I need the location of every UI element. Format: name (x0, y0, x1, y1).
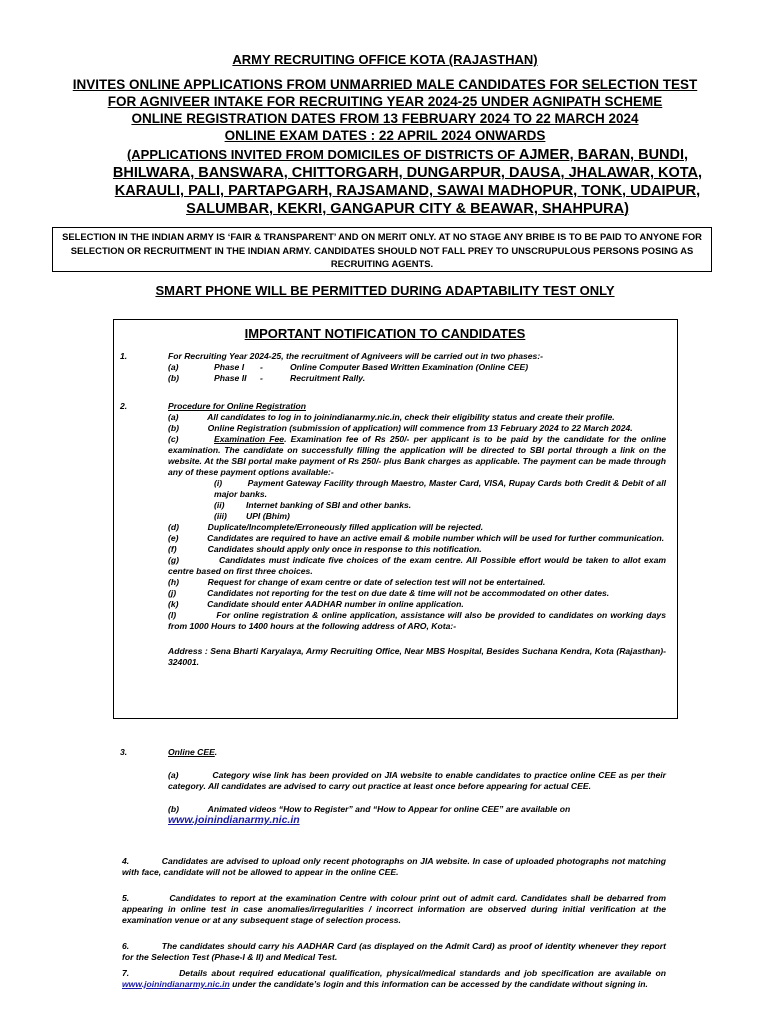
para-3-b: (b) Animated videos “How to Register” and “How to Appear for online CEE” are available on (168, 804, 571, 814)
phase-1-dash: - (260, 362, 263, 372)
phase-1-name: Phase I (214, 362, 245, 372)
aro-address: Address : Sena Bharti Karyalaya, Army Recruiting Office, Near MBS Hospital, Besides Suchana Kendra, Kota (Rajasthan)- 324001. (168, 646, 666, 667)
para-1-number: 1. (120, 351, 128, 361)
para-3-heading: Online CEE (168, 747, 215, 757)
para-2-h: (h) Request for change of exam centre or date of selection test will not be entertained. (168, 577, 546, 587)
phase-2-label: (b) (168, 373, 179, 383)
districts-suffix: ) (624, 201, 629, 217)
phase-1-label: (a) (168, 362, 179, 372)
para-2-c-text: . Examination fee of Rs 250/- per applicant is to be paid by the candidate for the online examination. The candidate on successfully filling the application will be directed to SBI portal through a link on the website. At the SBI portal make payment of Rs 250/- plus Bank charges as applicable. The payment can be made through any of these payment options available:- (168, 434, 666, 477)
para-2-c-label: (c) (168, 434, 179, 444)
invitation-heading (60, 76, 710, 144)
smartphone-notice: SMART PHONE WILL BE PERMITTED DURING ADAPTABILITY TEST ONLY (155, 283, 615, 298)
para-3-heading-row (168, 747, 666, 758)
para-2-k: (k) Candidate should enter AADHAR number in online application. (168, 599, 464, 609)
phase-1-row (168, 362, 668, 373)
exam-dates-line: ONLINE EXAM DATES : 22 APRIL 2024 ONWARDS (224, 128, 546, 143)
anti-bribe-warning-text: SELECTION IN THE INDIAN ARMY IS ‘FAIR & TRANSPARENT’ AND ON MERIT ONLY. AT NO STAGE ANY BRIBE IS TO BE PAID TO ANYONE FOR SELECTION OR RECRUITMENT IN THE INDIAN ARMY. CANDIDATES SHOULD NOT FALL PREY TO UNSCRUPULOUS PERSONS POSING AS RECRUITING AGENTS. (62, 231, 702, 269)
para-7-text-end: under the candidate’s login and this information can be accessed by the candidate without signing in. (229, 979, 648, 989)
para-2-a: (a) All candidates to log in to joinindianarmy.nic.in, check their eligibility status and create their profile. (168, 412, 615, 422)
anti-bribe-warning-box (52, 227, 712, 272)
para-5: 5. Candidates to report at the examination Centre with colour print out of admit card. Candidates shall be debarred from appearing in online test in case anomalies/irregularities / incorrect information are observed during initial verification at the examination venue or at any subsequent stage of selection process. (122, 893, 666, 925)
districts-heading (90, 146, 725, 218)
para-7 (122, 968, 666, 990)
registration-dates-line: ONLINE REGISTRATION DATES FROM 13 FEBRUARY 2024 TO 22 MARCH 2024 (131, 111, 639, 126)
para-2-j: (j) Candidates not reporting for the test on due date & time will not be accommodated on other dates. (168, 588, 610, 598)
para-2-c-heading: Examination Fee (214, 434, 285, 444)
para-7-text: 7. Details about required educational qualification, physical/medical standards and job specification are available on (122, 968, 666, 978)
districts-prefix: (APPLICATIONS INVITED FROM DOMICILES OF DISTRICTS OF (126, 147, 519, 162)
phase-1-desc: Online Computer Based Written Examination (Online CEE) (290, 362, 529, 372)
para-2-c (168, 434, 666, 478)
para-2-c-iii: (iii) UPI (Bhim) (214, 511, 290, 521)
para-4: 4. Candidates are advised to upload only recent photographs on JIA website. In case of uploaded photographs not matching with face, candidate will not be allowed to appear in the online CEE. (122, 856, 666, 877)
phase-2-dash: - (260, 373, 263, 383)
invitation-line: INVITES ONLINE APPLICATIONS FROM UNMARRIED MALE CANDIDATES FOR SELECTION TEST (72, 77, 698, 92)
para-2-heading: Procedure for Online Registration (168, 401, 306, 411)
para-3-number: 3. (120, 747, 128, 757)
para-2-c-ii: (ii) Internet banking of SBI and other banks. (214, 500, 412, 510)
para-2-number: 2. (120, 401, 128, 411)
para-1 (168, 351, 668, 384)
office-title: ARMY RECRUITING OFFICE KOTA (RAJASTHAN) (232, 52, 538, 67)
districts-list: AJMER, BARAN, BUNDI, BHILWARA, BANSWARA, CHITTORGARH, DUNGARPUR, DAUSA, JHALAWAR, KOTA, KARAULI, PALI, PARTAPGARH, RAJSAMAND, SAWAI MADHOPUR, TONK, UDAIPUR, SALUMBAR, KEKRI, GANGAPUR CITY & BEAWAR, SHAHPURA (112, 147, 703, 217)
para-3-heading-end: . (214, 747, 218, 757)
para-2-c-i: (i) Payment Gateway Facility through Maestro, Master Card, VISA, Rupay Cards both Credit & Debit of all major banks. (214, 478, 666, 499)
intake-line: FOR AGNIVEER INTAKE FOR RECRUITING YEAR 2024-25 UNDER AGNIPATH SCHEME (107, 94, 663, 109)
jia-website-link[interactable]: www.joinindianarmy.nic.in (168, 814, 300, 826)
para-3 (168, 747, 666, 826)
para-6: 6. The candidates should carry his AADHAR Card (as displayed on the Admit Card) as proof of identity whenever they report for the Selection Test (Phase-I & II) and Medical Test. (122, 941, 666, 962)
para-2-b: (b) Online Registration (submission of application) will commence from 13 February 2024 to 22 March 2024. (168, 423, 633, 433)
para-3-a: (a) Category wise link has been provided on JIA website to enable candidates to practice online CEE as per their category. All candidates are advised to carry out practice at least once before appearing for actual CEE. (168, 770, 666, 791)
para-2-f: (f) Candidates should apply only once in response to this notification. (168, 544, 482, 554)
para-7-link[interactable]: www.joinindianarmy.nic.in (122, 979, 230, 989)
phase-2-row (168, 373, 668, 384)
para-1-text: For Recruiting Year 2024-25, the recruitment of Agniveers will be carried out in two phases:- (168, 351, 544, 361)
phase-2-desc: Recruitment Rally. (290, 373, 366, 383)
para-2-l: (l) For online registration & online application, assistance will also be provided to candidates on working days from 1000 Hours to 1400 hours at the following address of ARO, Kota:- (168, 610, 666, 631)
para-2-g: (g) Candidates must indicate five choices of the exam centre. All Possible effort would be taken to allot exam centre based on first three choices. (168, 555, 666, 576)
para-2-e: (e) Candidates are required to have an active email & mobile number which will be used for further communication. (168, 533, 665, 543)
phase-2-name: Phase II (214, 373, 247, 383)
para-2 (168, 401, 666, 668)
notification-title: IMPORTANT NOTIFICATION TO CANDIDATES (244, 326, 526, 341)
para-2-d: (d) Duplicate/Incomplete/Erroneously filled application will be rejected. (168, 522, 484, 532)
